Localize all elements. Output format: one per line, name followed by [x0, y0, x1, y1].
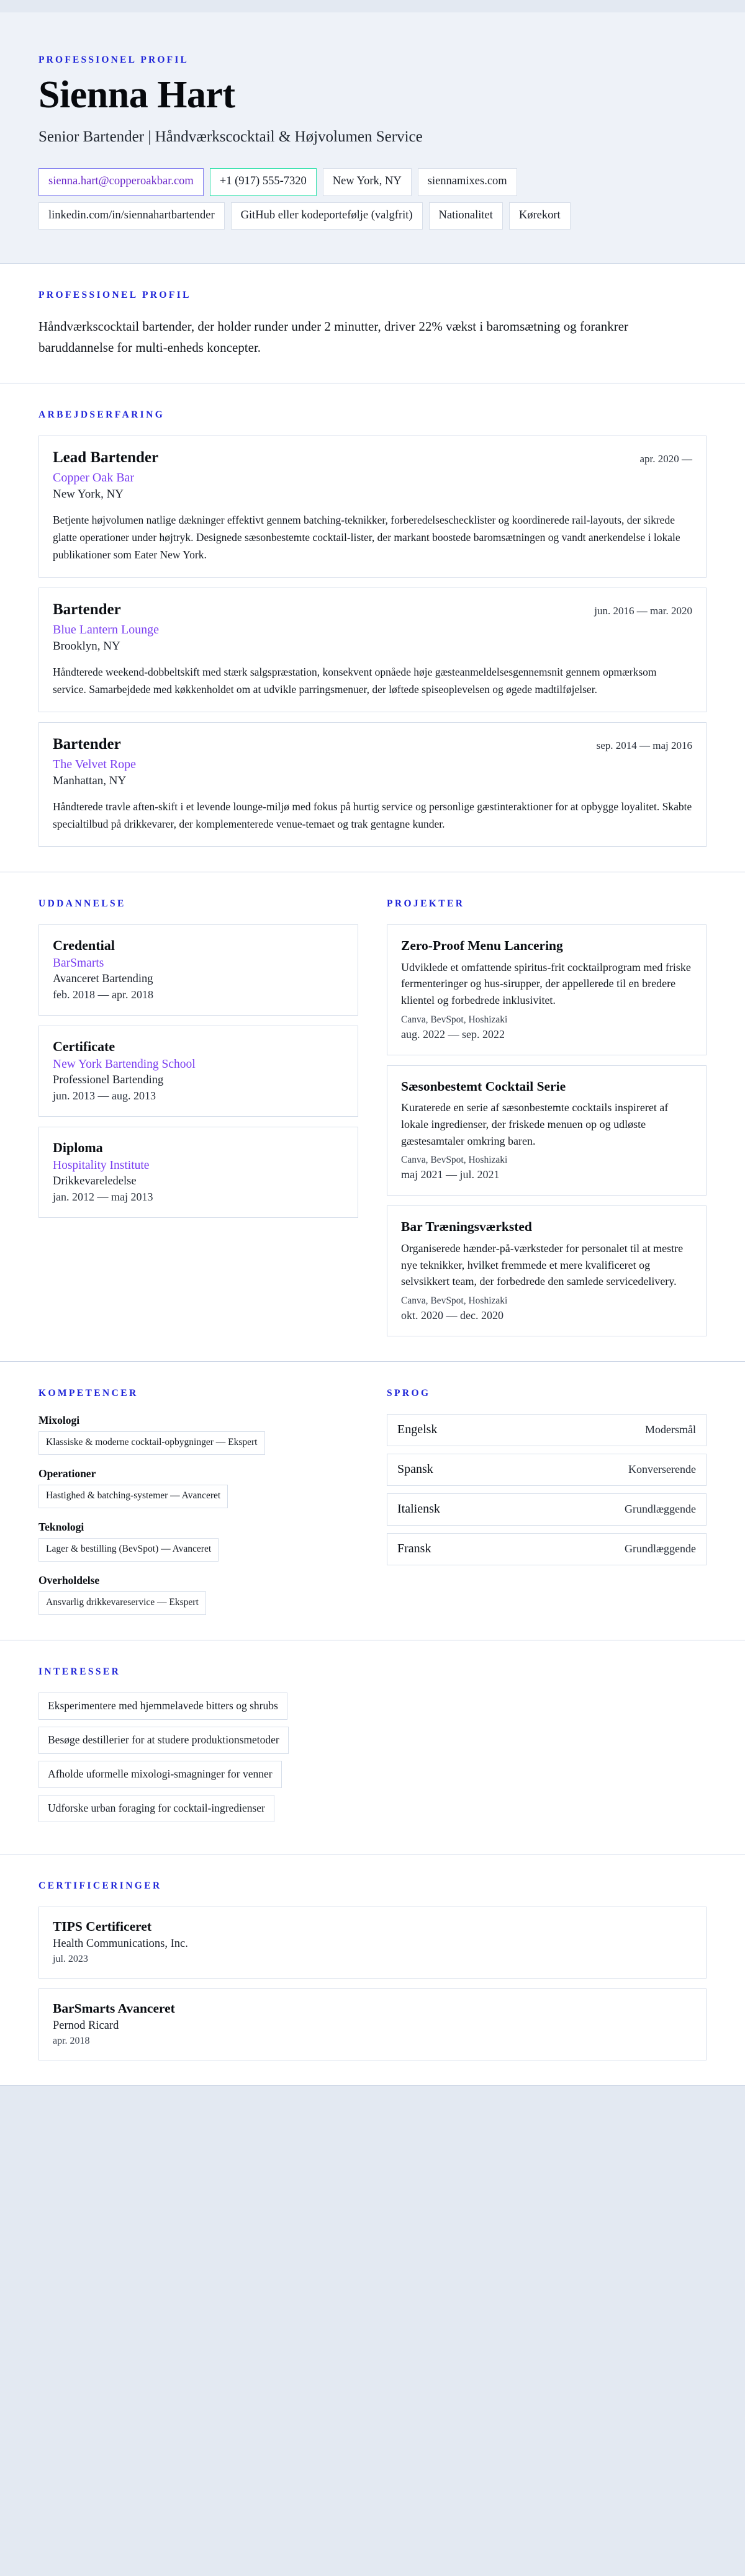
education-field: Drikkevareledelse	[53, 1174, 137, 1187]
education-card	[38, 1026, 358, 1117]
project-card	[387, 924, 707, 1055]
contact-chip-driverslicense[interactable]: Kørekort	[509, 202, 571, 230]
job-company: Copper Oak Bar	[53, 470, 135, 485]
project-daterange: maj 2021 — jul. 2021	[401, 1168, 500, 1181]
education-field: Professionel Bartending	[53, 1073, 164, 1086]
section-education-projects	[0, 872, 745, 1362]
language-level: Modersmål	[645, 1423, 696, 1436]
language-row	[387, 1454, 707, 1486]
experience-list	[38, 436, 707, 847]
section-skills-languages	[0, 1362, 745, 1640]
job-daterange: sep. 2014 — maj 2016	[596, 739, 692, 751]
language-name: Spansk	[397, 1462, 433, 1477]
education-daterange: jan. 2012 — maj 2013	[53, 1190, 153, 1203]
experience-card-header	[53, 735, 692, 754]
skill-pill: Klassiske & moderne cocktail-opbygninger — Ekspert	[38, 1431, 265, 1455]
job-description: Håndterede weekend-dobbeltskift med stærk salgspræstation, konsekvent opnåede høje gæsteanmeldelsesgennemsnit gennem opmærksom service. Samarbejdede med køkkenholdet om at udvikle parringsmenuer, der løftede spiseoplevelsen og øgede madtilføjelser.	[53, 665, 657, 695]
job-company: The Velvet Rope	[53, 757, 137, 771]
interest-item: Afholde uformelle mixologi-smagninger for venner	[38, 1761, 282, 1788]
language-level: Konverserende	[628, 1463, 696, 1476]
skills-list	[38, 1414, 358, 1615]
education-school: New York Bartending School	[53, 1057, 196, 1071]
skill-category: Operationer	[38, 1467, 96, 1480]
project-tools: Canva, BevSpot, Hoshizaki	[401, 1014, 508, 1025]
resume-sheet	[0, 12, 745, 2086]
candidate-name: Sienna Hart	[38, 74, 235, 116]
language-level: Grundlæggende	[625, 1542, 696, 1555]
section-title-skills: KOMPETENCER	[38, 1388, 138, 1399]
project-title: Sæsonbestemt Cocktail Serie	[401, 1078, 566, 1094]
education-school: Hospitality Institute	[53, 1158, 150, 1172]
projects-list	[387, 924, 707, 1336]
project-card	[387, 1065, 707, 1196]
education-degree: Certificate	[53, 1038, 115, 1054]
education-list	[38, 924, 358, 1218]
project-tools: Canva, BevSpot, Hoshizaki	[401, 1295, 508, 1307]
contact-chip-linkedin[interactable]: linkedin.com/in/siennahartbartender	[38, 202, 225, 230]
language-row	[387, 1533, 707, 1565]
skill-group	[38, 1467, 358, 1508]
interest-item: Eksperimentere med hjemmelavede bitters og shrubs	[38, 1693, 287, 1720]
experience-card	[38, 436, 707, 578]
section-title-experience: ARBEJDSERFARING	[38, 409, 165, 420]
certification-card	[38, 1907, 707, 1979]
skill-group	[38, 1521, 358, 1562]
job-description: Betjente højvolumen natlige dækninger effektivt gennem batching-teknikker, forberedelseschecklister og koordinerede rail-layouts, der sikrede glatte operationer under højtryk. Designede sæsonbestemte cocktail-lister, der markant boostede baromsætningen og vandt anerkendelse i lokale publikationer som Eater New York.	[53, 513, 680, 561]
contact-chip-location[interactable]: New York, NY	[323, 168, 412, 195]
contact-chip-email[interactable]: sienna.hart@copperoakbar.com	[38, 168, 204, 195]
skill-category: Overholdelse	[38, 1573, 100, 1586]
education-degree: Credential	[53, 937, 115, 953]
education-column	[38, 898, 358, 1218]
languages-list	[387, 1414, 707, 1565]
certification-issuer: Health Communications, Inc.	[53, 1937, 188, 1950]
section-title-projects: PROJEKTER	[387, 898, 465, 909]
project-daterange: okt. 2020 — dec. 2020	[401, 1309, 503, 1322]
job-daterange: jun. 2016 — mar. 2020	[594, 604, 692, 617]
interest-item: Besøge destillerier for at studere produktionsmetoder	[38, 1727, 289, 1754]
experience-card	[38, 722, 707, 847]
project-description: Organiserede hænder-på-værksteder for personalet til at mestre nye teknikker, hvilket fremmede et mere kvalificeret og selvsikkert team, der forbedrede den samlede servicedelivery.	[401, 1242, 684, 1288]
section-experience	[0, 383, 745, 872]
certification-issuer: Pernod Ricard	[53, 2019, 119, 2032]
language-row	[387, 1414, 707, 1446]
language-row	[387, 1493, 707, 1526]
skill-pill: Hastighed & batching-systemer — Avanceret	[38, 1485, 228, 1508]
skill-category: Teknologi	[38, 1520, 84, 1533]
job-title: Lead Bartender	[53, 449, 159, 466]
certification-name: BarSmarts Avanceret	[53, 2000, 175, 2016]
project-description: Kuraterede en serie af sæsonbestemte cocktails inspireret af lokale ingredienser, der friskede menuen op og udløste gæstesamtaler omkring baren.	[401, 1101, 669, 1147]
education-card	[38, 924, 358, 1016]
skill-group	[38, 1574, 358, 1615]
skill-pill: Ansvarlig drikkevareservice — Ekspert	[38, 1591, 206, 1615]
education-degree: Diploma	[53, 1139, 103, 1155]
experience-card-header	[53, 601, 692, 619]
job-company: Blue Lantern Lounge	[53, 622, 160, 637]
projects-column	[387, 898, 707, 1336]
resume-header	[0, 12, 745, 264]
contact-chip-github[interactable]: GitHub eller kodeportefølje (valgfrit)	[231, 202, 423, 230]
section-interests	[0, 1640, 745, 1854]
contact-chip-phone[interactable]: +1 (917) 555-7320	[210, 168, 317, 195]
job-title: Bartender	[53, 735, 121, 753]
section-title-certifications: CERTIFICERINGER	[38, 1880, 162, 1891]
certification-card	[38, 1988, 707, 2060]
section-title-interests: INTERESSER	[38, 1666, 121, 1677]
education-daterange: jun. 2013 — aug. 2013	[53, 1089, 156, 1102]
header-eyebrow: PROFESSIONEL PROFIL	[38, 55, 189, 65]
skill-group	[38, 1414, 358, 1455]
candidate-headline: Senior Bartender | Håndværkscocktail & Højvolumen Service	[38, 128, 423, 146]
project-daterange: aug. 2022 — sep. 2022	[401, 1027, 505, 1040]
certification-name: TIPS Certificeret	[53, 1918, 151, 1934]
certification-date: jul. 2023	[53, 1953, 88, 1964]
education-card	[38, 1127, 358, 1218]
section-certifications	[0, 1854, 745, 2086]
certifications-list	[38, 1907, 707, 2060]
contact-chip-list	[38, 168, 707, 230]
interests-list	[38, 1693, 707, 1829]
certification-date: apr. 2018	[53, 2035, 90, 2046]
contact-chip-nationality[interactable]: Nationalitet	[429, 202, 503, 230]
section-title-languages: SPROG	[387, 1388, 431, 1399]
job-description: Håndterede travle aften-skift i et levende lounge-miljø med fokus på hurtig service og personlige gæstinteraktioner for at opbygge loyalitet. Skabte specialtilbud på drikkevarer, der komplementerede venue-temaet og trak gentagne kunder.	[53, 800, 692, 830]
project-tools: Canva, BevSpot, Hoshizaki	[401, 1155, 508, 1166]
project-title: Zero-Proof Menu Lancering	[401, 937, 563, 953]
job-title: Bartender	[53, 601, 121, 618]
experience-card	[38, 588, 707, 712]
education-daterange: feb. 2018 — apr. 2018	[53, 988, 153, 1001]
section-title-summary: PROFESSIONEL PROFIL	[38, 289, 191, 300]
job-daterange: apr. 2020 —	[639, 452, 692, 465]
education-school: BarSmarts	[53, 956, 104, 970]
project-description: Udviklede et omfattende spiritus-frit cocktailprogram med friske fermenteringer og hus-sirupper, der appellerede til en bredere klientel og forbedrede inklusivitet.	[401, 960, 691, 1006]
job-location: Brooklyn, NY	[53, 639, 120, 653]
section-summary	[0, 264, 745, 383]
job-location: New York, NY	[53, 487, 124, 501]
language-name: Italiensk	[397, 1502, 440, 1516]
skills-column	[38, 1388, 358, 1615]
project-card	[387, 1205, 707, 1336]
interest-item: Udforske urban foraging for cocktail-ingredienser	[38, 1795, 274, 1822]
contact-chip-website[interactable]: siennamixes.com	[418, 168, 517, 195]
languages-column	[387, 1388, 707, 1565]
language-level: Grundlæggende	[625, 1503, 696, 1516]
skill-pill: Lager & bestilling (BevSpot) — Avanceret	[38, 1538, 219, 1562]
job-location: Manhattan, NY	[53, 774, 127, 787]
project-title: Bar Træningsværksted	[401, 1219, 532, 1235]
experience-card-header	[53, 449, 692, 467]
language-name: Engelsk	[397, 1423, 438, 1437]
language-name: Fransk	[397, 1542, 431, 1556]
summary-text: Håndværkscocktail bartender, der holder runder under 2 minutter, driver 22% vækst i baromsætning og forankrer baruddannelse for multi-enheds koncepter.	[38, 318, 629, 355]
skill-category: Mixologi	[38, 1414, 80, 1427]
section-title-education: UDDANNELSE	[38, 898, 126, 909]
education-field: Avanceret Bartending	[53, 972, 153, 985]
